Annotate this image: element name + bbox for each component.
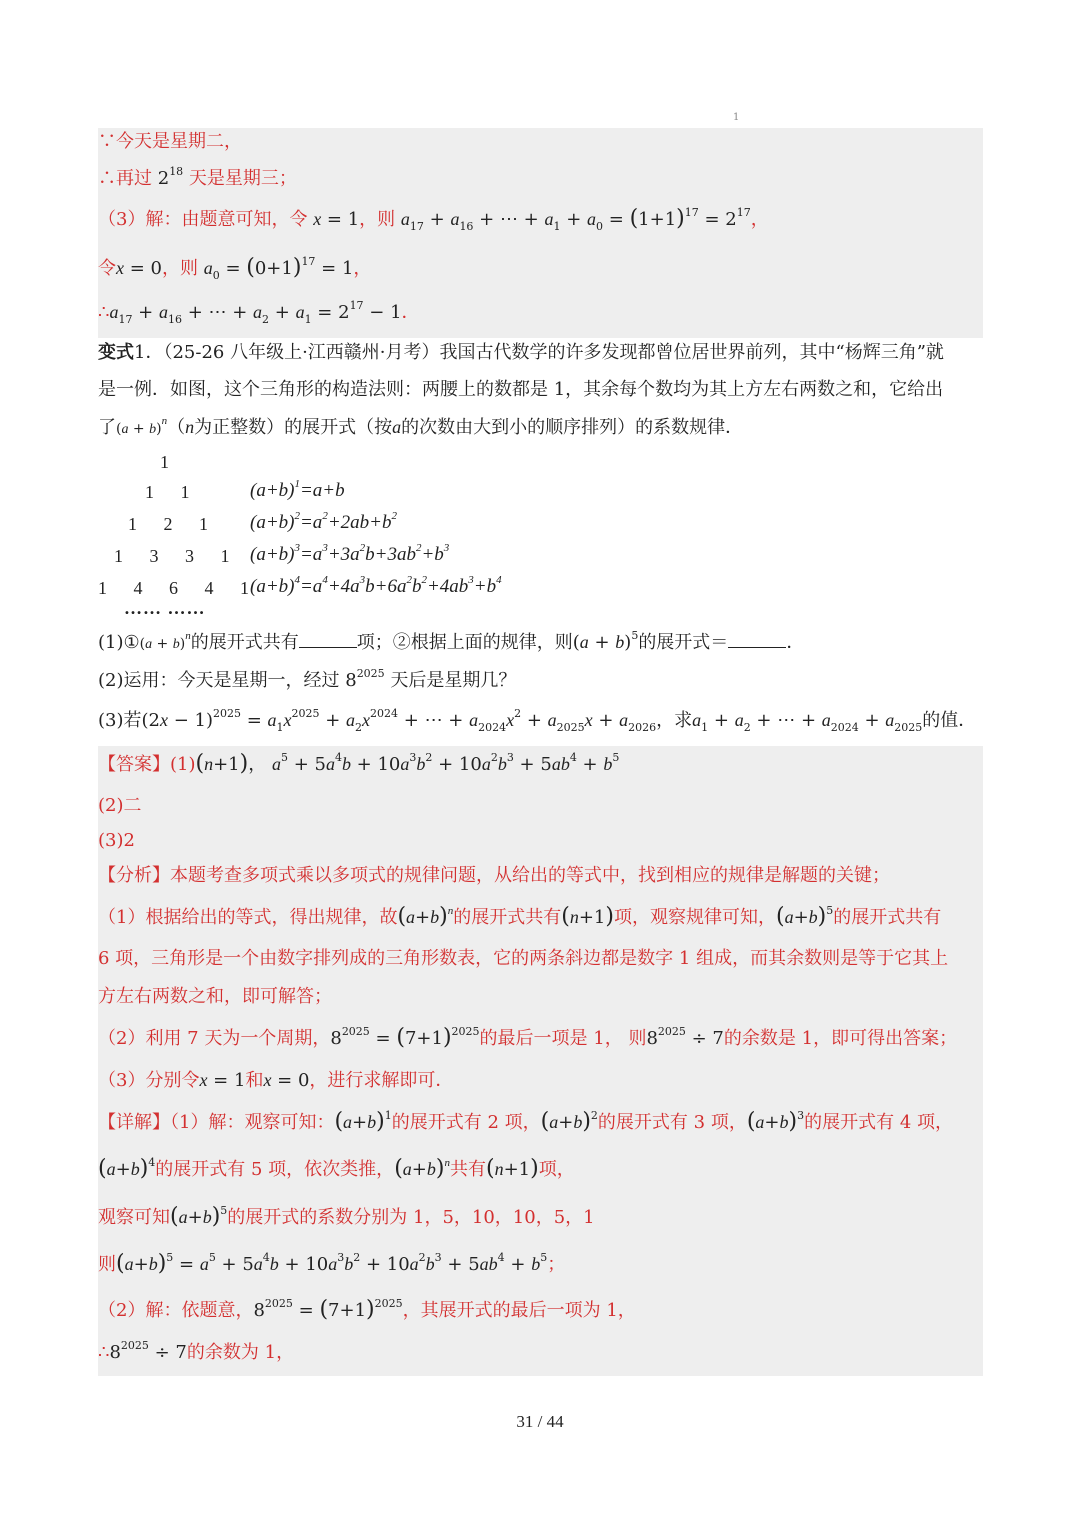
- problem-line-2: 是一例．如图，这个三角形的构造法则：两腰上的数都是 1，其余每个数均为其上方左右两数之和，它给出: [98, 379, 944, 400]
- expansion-2: $(a+b)^2=a^2+2ab+b^2$: [250, 510, 397, 533]
- page-number: 31 / 44: [516, 1412, 564, 1431]
- triangle-row-3: 1 2 1: [128, 514, 208, 534]
- expansion-3: $(a+b)^3=a^3+3a^2b+3ab^2+b^3$: [250, 542, 450, 565]
- solution-block-main: [98, 746, 983, 1376]
- sol-line-2: ∴再过 $2^{18}$ 天是星期三；: [98, 165, 297, 189]
- expansion-4: $(a+b)^4=a^4+4a^3b+6a^2b^2+4ab^3+b^4$: [250, 574, 502, 597]
- answer-blank-2[interactable]: [728, 631, 786, 648]
- answer-line-2: (2)二: [98, 795, 142, 816]
- triangle-dots: …… ……: [124, 598, 206, 618]
- detail-line-1: 【详解】（1）解：观察可知：$(a+b)^1$的展开式有 2 项，$(a+b)^2$的展开式有 3 项，$(a+b)^3$的展开式有 4 项，: [98, 1109, 954, 1134]
- triangle-row-5: 1 4 6 4 1: [98, 578, 249, 598]
- analysis-line-4: （2）利用 7 天为一个周期，$8^{2025} = (7+1)^{2025}$的最后一项是 1， 则$8^{2025} \div 7$的余数是 1，即可得出答案；: [98, 1025, 958, 1050]
- analysis-line-2: 6 项，三角形是一个由数字排列成的三角形数表，它的两条斜边都是数字 1 组成，而其余数则是等于它其上: [98, 948, 949, 969]
- triangle-row-2: 1 1: [145, 482, 190, 502]
- detail-line-6: $\therefore 8^{2025} \div 7$的余数为 1，: [98, 1339, 295, 1363]
- answer-blank-1[interactable]: [299, 631, 357, 648]
- analysis-line-1: （1）根据给出的等式，得出规律，故$(a+b)^n$的展开式共有(n+1)项，观察规律可知，$(a+b)^5$的展开式共有: [98, 904, 942, 929]
- expansion-1: $(a+b)^1=a+b$: [250, 478, 345, 501]
- analysis-line-3: 方左右两数之和，即可解答；: [98, 986, 332, 1007]
- detail-line-2: $(a+b)^4$的展开式有 5 项，依次类推，$(a+b)^n$共有(n+1)项，: [98, 1156, 575, 1181]
- triangle-row-1: 1: [160, 452, 169, 472]
- sol-line-1: ∵今天是星期二，: [98, 131, 242, 152]
- question-1: (1)①(a + b)$^n$的展开式共有 项；②根据上面的规律，则$(a + b)^5$的展开式＝ ．: [98, 629, 805, 653]
- question-3: (3)若$(2x - 1)^{2025} = a_1x^{2025} + a_2x^{2024}$ + ⋯ + $a_{2024}x^2 + a_{2025}x + a_{2026}$，求$a_1 + a_2$ + ⋯ + $a_{2024} + a_{2025}$的值．: [98, 707, 977, 734]
- sol-line-5: $\therefore a_{17} + a_{16}$ + ⋯ + $a_2 + a_1 = 2^{17} - 1$．: [98, 299, 420, 326]
- detail-line-4: 则$(a+b)^5 = a^5 + 5a^4b + 10a^3b^2 + 10a^2b^3 + 5ab^4 + b^5$；: [98, 1251, 566, 1276]
- answer-line-3: (3)2: [98, 830, 135, 851]
- analysis-line-5: （3）分别令x = 1和x = 0，进行求解即可．: [98, 1070, 454, 1091]
- sol-line-3: （3）解：由题意可知，令 x = 1，则 $a_{17} + a_{16}$ + ⋯ + $a_1 + a_0 = (1+1)^{17} = 2^{17}$，: [98, 206, 769, 233]
- problem-line-3: 了$(a + b)^n(n$为正整数）的展开式（按a的次数由大到小的顺序排列）的系数规律．: [98, 415, 744, 438]
- question-2: (2)运用：今天是星期一，经过 $8^{2025}$ 天后是星期几？: [98, 667, 517, 691]
- detail-line-3: 观察可知$(a+b)^5$的展开式的系数分别为 1，5，10，10，5，1: [98, 1204, 595, 1229]
- detail-line-5: （2）解：依题意，$8^{2025} = (7+1)^{2025}$，其展开式的最后一项为 1，: [98, 1297, 636, 1322]
- problem-line-1: 变式1．（25-26 八年级上·江西赣州·月考）我国古代数学的许多发现都曾位居世界前列，其中“杨辉三角”就: [98, 342, 944, 363]
- sol-line-4: 令x = 0，则 $a_0 = (0+1)^{17} = 1$，: [98, 255, 372, 282]
- answer-line-1: 【答案】(1)(n+1)， $a^5 + 5a^4b + 10a^3b^2 + 10a^2b^3 + 5ab^4 + b^5$: [98, 751, 620, 776]
- header-mark: 1: [733, 112, 740, 123]
- triangle-row-4: 1 3 3 1: [114, 546, 230, 566]
- analysis-line-0: 【分析】本题考查多项式乘以多项式的规律问题，从给出的等式中，找到相应的规律是解题的关键；: [98, 865, 890, 886]
